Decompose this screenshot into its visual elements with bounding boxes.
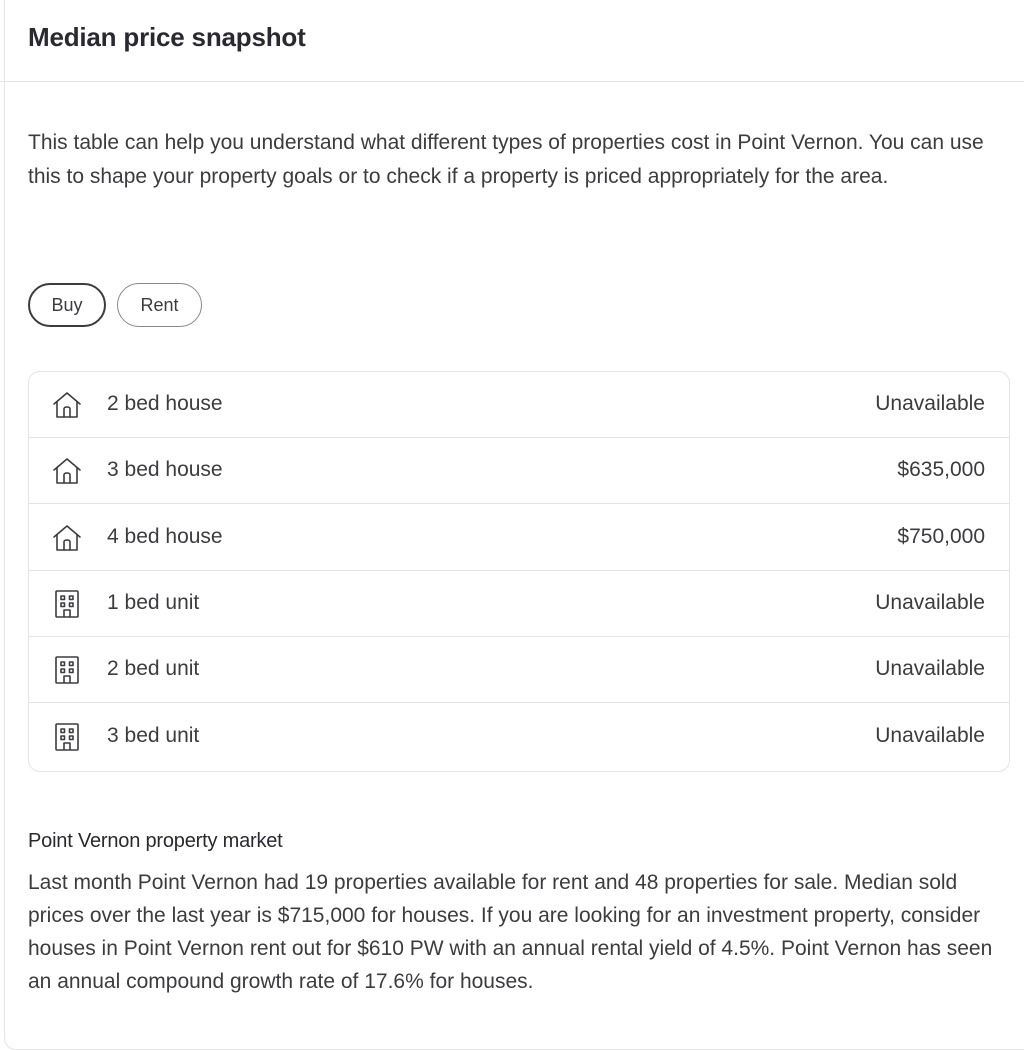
row-label: 2 bed house: [107, 392, 223, 415]
house-icon: [51, 389, 83, 421]
row-value: $750,000: [897, 525, 985, 548]
market-heading: Point Vernon property market: [28, 830, 283, 852]
row-value: Unavailable: [875, 591, 985, 614]
card-title: Median price snapshot: [28, 22, 306, 52]
row-label: 3 bed house: [107, 458, 223, 481]
row-label: 2 bed unit: [107, 657, 200, 680]
house-icon: [51, 522, 83, 554]
rent-toggle-button[interactable]: Rent: [117, 283, 202, 327]
table-row: [29, 438, 1009, 504]
table-row: [29, 372, 1009, 438]
market-description: Last month Point Vernon had 19 properties available for rent and 48 properties for sale. Median sold prices over the last year is $715,000 for houses. If you are looking for an investment property, consider houses in Point Vernon rent out for $610 PW with an annual rental yield of 4.5%. Point Vernon has seen an annual compound growth rate of 17.6% for houses.: [28, 871, 993, 993]
card-header: [0, 0, 1024, 82]
building-icon: [51, 588, 83, 620]
row-value: Unavailable: [875, 392, 985, 415]
price-table: [28, 371, 1010, 772]
table-row: [29, 505, 1009, 571]
row-label: 1 bed unit: [107, 591, 200, 614]
row-label: 4 bed house: [107, 525, 223, 548]
row-value: Unavailable: [875, 724, 985, 747]
building-icon: [51, 654, 83, 686]
row-value: Unavailable: [875, 657, 985, 680]
row-value: $635,000: [897, 458, 985, 481]
table-row: [29, 704, 1009, 770]
table-row: [29, 571, 1009, 637]
building-icon: [51, 721, 83, 753]
intro-text: This table can help you understand what different types of properties cost in Point Vernon. You can use this to shape your property goals or to check if a property is priced appropriately for the area.: [28, 131, 984, 188]
house-icon: [51, 455, 83, 487]
table-row: [29, 637, 1009, 703]
row-label: 3 bed unit: [107, 724, 200, 747]
buy-toggle-button[interactable]: Buy: [28, 283, 106, 327]
